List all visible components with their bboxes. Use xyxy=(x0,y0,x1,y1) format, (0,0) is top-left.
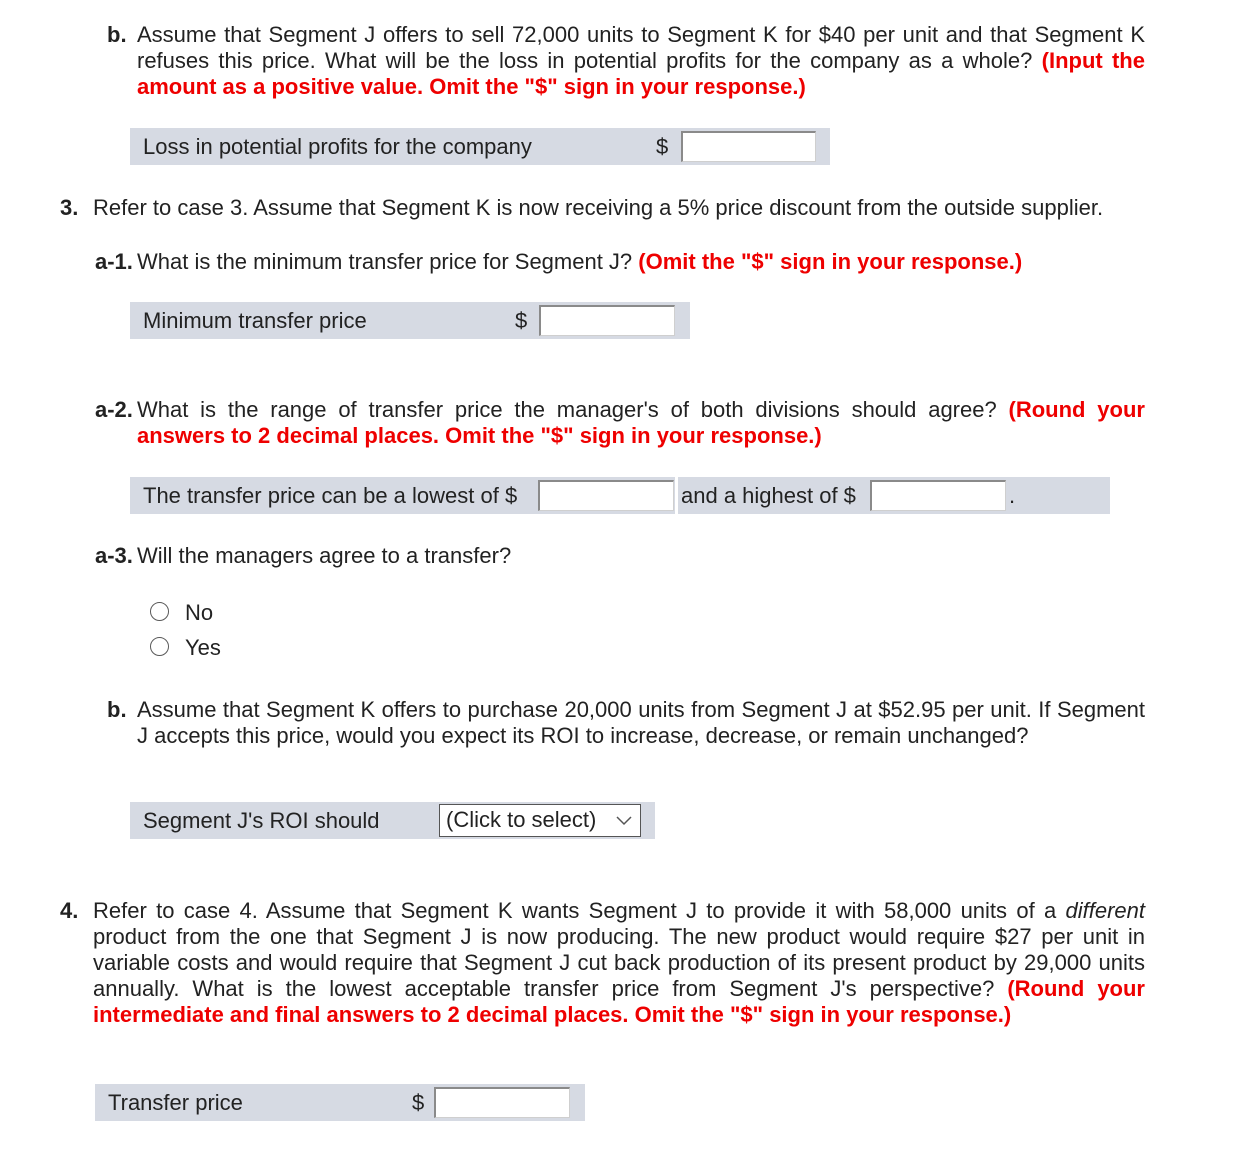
q3-b-question: Assume that Segment K offers to purchase 20,000 units from Segment J at $52.95 per unit. If Segment J accepts this price, would you expect its ROI to increase, decrease, or remain unchanged? xyxy=(137,697,1145,748)
q2b-text xyxy=(137,22,1145,100)
q2b-row-label: Loss in potential profits for the company xyxy=(143,134,532,159)
q3-a2-high-label: and a highest of $ xyxy=(681,483,856,508)
q3-a3-question: Will the managers agree to a transfer? xyxy=(137,543,512,568)
q3-a1-min-transfer-input[interactable] xyxy=(539,305,675,336)
q2b-loss-input[interactable] xyxy=(681,131,816,162)
q3-a1-question: What is the minimum transfer price for Segment J? xyxy=(137,249,633,274)
q3-a2-instruction: (Round your answers to 2 decimal places. Omit the "$" sign in your response.) xyxy=(137,397,1145,448)
q3-b-roi-select[interactable] xyxy=(439,804,641,837)
q3-a1-dollar-sign: $ xyxy=(515,308,528,333)
q4-number: 4. xyxy=(60,898,79,923)
q3-text: Refer to case 3. Assume that Segment K is now receiving a 5% price discount from the outside supplier. xyxy=(93,195,1104,220)
q3-a2-answer-row xyxy=(130,477,1110,514)
q3-a3-option-no[interactable]: No xyxy=(185,600,214,625)
q4-answer-row xyxy=(95,1084,585,1121)
q3-a1-instruction: (Omit the "$" sign in your response.) xyxy=(638,249,1023,274)
q2b-dollar-sign: $ xyxy=(656,134,669,159)
q2b-question: Assume that Segment J offers to sell 72,000 units to Segment K for $40 per unit and that Segment K refuses this price. What will be the loss in potential profits for the company as a whole? xyxy=(137,22,1145,73)
q3-a1-label: a-1. xyxy=(95,249,133,274)
q4-row-label: Transfer price xyxy=(108,1090,243,1115)
q3-a2-low-label: The transfer price can be a lowest of $ xyxy=(143,483,518,508)
q3-a1-row-label: Minimum transfer price xyxy=(143,308,367,333)
q3-a2-high-input[interactable] xyxy=(870,480,1006,511)
q2b-answer-row xyxy=(130,128,830,165)
q3-b-select-value: (Click to select) xyxy=(446,807,597,832)
q3-a2-question: What is the range of transfer price the manager's of both divisions should agree? xyxy=(137,397,997,422)
q3-a3-label: a-3. xyxy=(95,543,133,568)
q3-b-row-label: Segment J's ROI should xyxy=(143,808,380,833)
q4-transfer-price-input[interactable] xyxy=(434,1087,570,1118)
q3-a1-answer-row xyxy=(130,302,690,339)
q3-a2-text xyxy=(137,397,1145,449)
chevron-down-icon xyxy=(616,816,632,826)
q3-a3-radio-no[interactable] xyxy=(150,602,169,621)
q3-a3-radio-yes[interactable] xyxy=(150,637,169,656)
q4-question-italic: different xyxy=(1065,898,1145,923)
q4-question-2: product from the one that Segment J is now producing. The new product would require $27 per unit in variable costs and would require that Segment J cut back production of its present product by 29,000 units annually. What is the lowest acceptable transfer price from Segment J's perspective? xyxy=(93,924,1145,1001)
q3-a2-low-input[interactable] xyxy=(538,480,674,511)
q3-b-answer-row xyxy=(130,802,655,839)
q3-a3-option-yes[interactable]: Yes xyxy=(185,635,221,660)
q4-dollar-sign: $ xyxy=(412,1090,425,1115)
q4-instruction: (Round your intermediate and final answers to 2 decimal places. Omit the "$" sign in your response.) xyxy=(93,976,1145,1027)
q3-a1-text xyxy=(137,249,1022,275)
q4-question-1: Refer to case 4. Assume that Segment K wants Segment J to provide it with 58,000 units of a xyxy=(93,898,1057,923)
q2b-label: b. xyxy=(107,22,127,47)
q4-text xyxy=(93,898,1145,1028)
q3-number: 3. xyxy=(60,195,79,220)
q3-a2-period: . xyxy=(1009,483,1016,508)
q3-a2-label: a-2. xyxy=(95,397,133,422)
q3-a2-divider xyxy=(675,477,678,514)
q2b-instruction: (Input the amount as a positive value. Omit the "$" sign in your response.) xyxy=(137,48,1145,99)
q3-b-label: b. xyxy=(107,697,127,722)
